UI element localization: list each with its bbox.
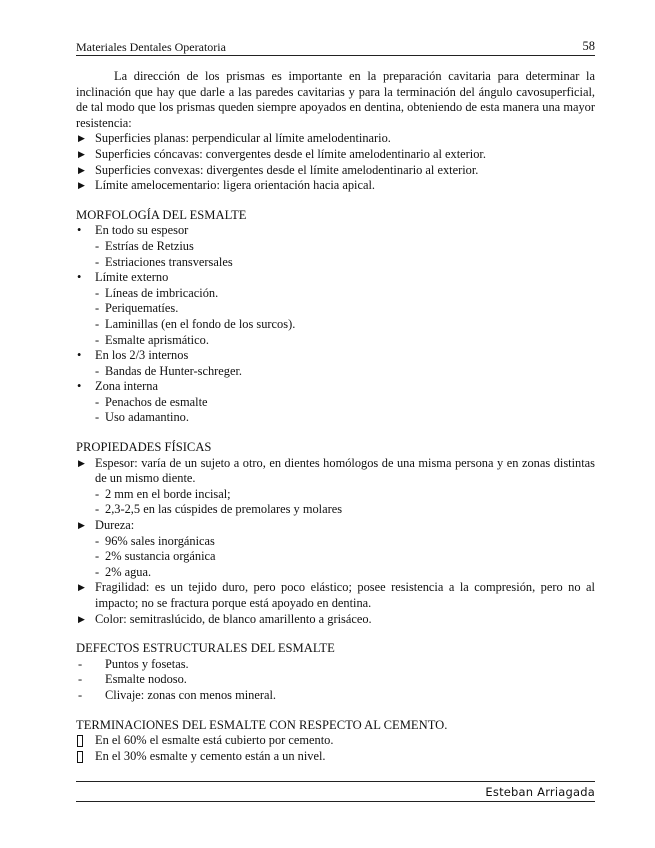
box-bullet-icon — [77, 751, 83, 763]
list-item: - Laminillas (en el fondo de los surcos). — [95, 316, 296, 331]
list-item: • En todo su espesor — [77, 223, 189, 238]
list-item: - Estrías de Retzius — [95, 238, 194, 253]
list-item: - Clivaje: zonas con menos mineral. — [78, 687, 277, 702]
list-item: - Periquematíes. — [95, 301, 179, 316]
footer-author: Esteban Arriagada — [485, 785, 595, 799]
terminaciones-list — [76, 733, 595, 764]
sub-list — [76, 487, 595, 518]
list-item: ▶ Fragilidad: es un tejido duro, pero poco elástico; posee resistencia a la compresión, pero no al impacto; no se fractura porque está apoyado en dentina. — [78, 580, 595, 610]
page-header — [76, 40, 595, 56]
list-item: En el 30% esmalte y cemento están a un nivel. — [76, 749, 595, 765]
bullet-icon: • — [77, 223, 82, 238]
box-bullet-icon — [77, 735, 83, 747]
list-item: • Zona interna — [77, 379, 158, 394]
list-group — [76, 487, 595, 518]
arrow-bullet-icon: ▶ — [78, 164, 85, 175]
list-item: ▶ Límite amelocementario: ligera orientación hacia apical. — [78, 178, 376, 193]
section-heading-morfologia: MORFOLOGÍA DEL ESMALTE — [76, 207, 247, 222]
list-item: En el 60% el esmalte está cubierto por cemento. — [76, 733, 595, 749]
list-group — [76, 286, 595, 348]
section-heading-defectos: DEFECTOS ESTRUCTURALES DEL ESMALTE — [76, 641, 335, 656]
footer-rule-bottom — [76, 801, 595, 802]
arrow-bullet-icon: ▶ — [78, 613, 85, 624]
list-item: - 96% sales inorgánicas — [95, 533, 215, 548]
list-item: ▶ Superficies planas: perpendicular al límite amelodentinario. — [78, 131, 391, 146]
section-heading-propiedades: PROPIEDADES FÍSICAS — [76, 440, 212, 455]
page-number: 58 — [582, 39, 595, 53]
list-item: - Bandas de Hunter-schreger. — [95, 363, 243, 378]
list-item: - Esmalte nodoso. — [78, 672, 187, 687]
arrow-bullet-icon: ▶ — [78, 520, 85, 531]
list-item: ▶ Espesor: varía de un sujeto a otro, en dientes homólogos de una misma persona y en zonas distintas de un mismo diente. — [78, 455, 595, 486]
list-item: - Estriaciones transversales — [95, 254, 233, 269]
list-item: ▶ Dureza: — [78, 518, 135, 533]
list-item: - 2 mm en el borde incisal; — [95, 486, 231, 501]
arrow-bullet-icon: ▶ — [78, 582, 85, 593]
sub-list — [76, 239, 595, 270]
intro-paragraph: La dirección de los prismas es importante en la preparación cavitaria para determinar la inclinación que hay que darle a las paredes cavitarias y para la terminación del ángulo cavosuperficial, de tal modo que los prismas queden siempre apoyados en dentina, obteniendo de esta manera una mayor resistencia: — [76, 69, 595, 130]
list-item: • En los 2/3 internos — [77, 348, 189, 363]
list-item: - Uso adamantino. — [95, 410, 189, 425]
list-item: ▶ Superficies convexas: divergentes desde el límite amelodentinario al exterior. — [78, 162, 479, 177]
list-item: - Puntos y fosetas. — [78, 656, 189, 671]
propiedades-list — [76, 456, 595, 628]
list-group — [76, 364, 595, 380]
list-item: - 2% sustancia orgánica — [95, 549, 216, 564]
arrow-bullet-icon: ▶ — [78, 148, 85, 159]
arrow-bullet-icon: ▶ — [78, 180, 85, 191]
list-item: - Líneas de imbricación. — [95, 285, 219, 300]
sub-list — [76, 364, 595, 380]
list-item: ▶ Superficies cóncavas: convergentes desde el límite amelodentinario al exterior. — [78, 146, 486, 161]
bullet-icon: • — [77, 270, 82, 285]
arrow-bullet-icon: ▶ — [78, 457, 85, 468]
header-title: Materiales Dentales Operatoria — [76, 40, 226, 54]
list-group — [76, 395, 595, 426]
list-item: • Límite externo — [77, 270, 169, 285]
sub-list — [76, 534, 595, 581]
list-group — [76, 534, 595, 581]
arrow-bullet-icon: ▶ — [78, 133, 85, 144]
morfologia-list — [76, 223, 595, 426]
section-heading-terminaciones: TERMINACIONES DEL ESMALTE CON RESPECTO AL CEMENTO. — [76, 717, 448, 732]
prism-direction-list — [76, 131, 595, 193]
list-item: - 2% agua. — [95, 564, 152, 579]
bullet-icon: • — [77, 379, 82, 394]
list-item: - 2,3-2,5 en las cúspides de premolares y molares — [95, 502, 343, 517]
page-footer — [76, 781, 595, 802]
sub-list — [76, 395, 595, 426]
list-item: ▶ Color: semitraslúcido, de blanco amarillento a grisáceo. — [78, 611, 372, 626]
defectos-list — [76, 657, 595, 704]
bullet-icon: • — [77, 348, 82, 363]
page-body — [76, 69, 595, 764]
list-item: - Esmalte aprismático. — [95, 332, 209, 347]
sub-list — [76, 286, 595, 348]
list-item: - Penachos de esmalte — [95, 394, 208, 409]
list-group — [76, 239, 595, 270]
